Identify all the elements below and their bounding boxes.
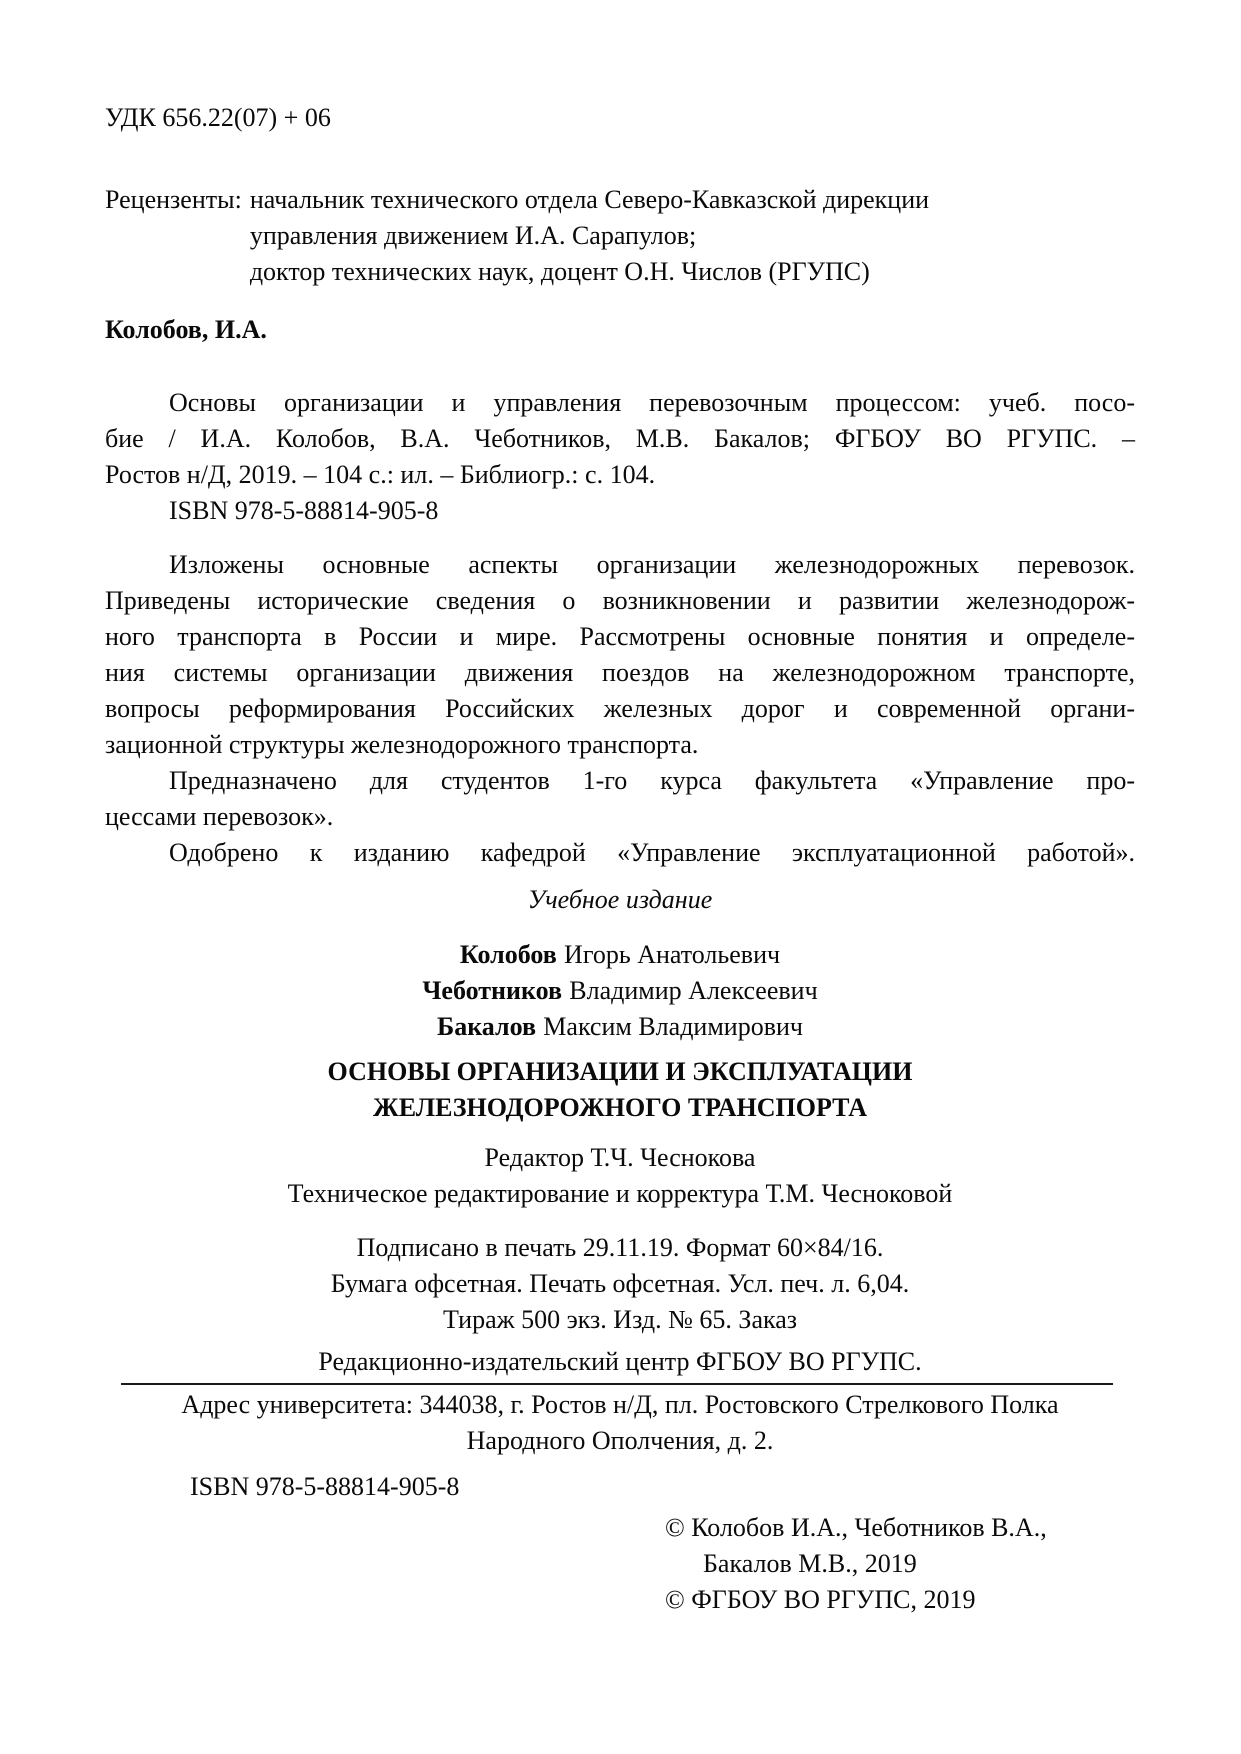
tech-editor-line: Техническое редактирование и корректура Т.М. Чесноковой	[287, 1179, 953, 1208]
annotation-line: ного транспорта в России и мире. Рассмотрены основные понятия и определе-	[105, 622, 1135, 651]
copyright-block	[665, 1510, 1135, 1618]
publisher-line: Редакционно-издательский центр ФГБОУ ВО РГУПС.	[318, 1347, 922, 1376]
annotation-line: Изложены основные аспекты организации железнодорожных перевозок.	[169, 550, 1135, 579]
print-info-line: Подписано в печать 29.11.19. Формат 60×84/16.	[356, 1233, 884, 1262]
annotation-line: Приведены исторические сведения о возникновении и развитии железнодорож-	[105, 586, 1135, 615]
author-heading: Колобов, И.А.	[105, 315, 267, 344]
copyright-line: Бакалов М.В., 2019	[703, 1549, 917, 1578]
isbn-top: ISBN 978-5-88814-905-8	[169, 496, 439, 525]
address-line: Народного Ополчения, д. 2.	[466, 1426, 774, 1455]
print-info-line: Бумага офсетная. Печать офсетная. Усл. печ. л. 6,04.	[330, 1269, 910, 1298]
publisher-block	[105, 1344, 1135, 1459]
author-surname: Чеботников	[422, 976, 563, 1005]
annotation-line: Предназначено для студентов 1-го курса факультета «Управление про-	[169, 766, 1135, 795]
author-surname: Колобов	[459, 940, 557, 969]
copyright-line: © ФГБОУ ВО РГУПС, 2019	[665, 1585, 976, 1614]
author-full-name	[105, 973, 1135, 1009]
annotation-line: ния системы организации движения поездов на железнодорожном транспорте,	[105, 658, 1135, 687]
reviewers-block	[105, 182, 1135, 290]
divider-rule	[121, 1383, 1113, 1385]
biblio-line: бие / И.А. Колобов, В.А. Чеботников, М.В. Бакалов; ФГБОУ ВО РГУПС. –	[105, 424, 1135, 453]
university-address	[105, 1387, 1135, 1459]
annotation-line: цессами перевозок».	[105, 802, 334, 831]
annotation-line: вопросы реформирования Российских железных дорог и современной органи-	[105, 694, 1135, 723]
book-title-line: ЖЕЛЕЗНОДОРОЖНОГО ТРАНСПОРТА	[373, 1093, 867, 1122]
author-surname: Бакалов	[437, 1012, 537, 1041]
editor-line: Редактор Т.Ч. Чеснокова	[484, 1143, 756, 1172]
address-line: Адрес университета: 344038, г. Ростов н/Д, пл. Ростовского Стрелкового Полка	[181, 1390, 1059, 1419]
biblio-line: Основы организации и управления перевозочным процессом: учеб. посо-	[169, 388, 1135, 417]
print-info-line: Тираж 500 экз. Изд. № 65. Заказ	[442, 1305, 798, 1334]
author-given-names: Владимир Алексеевич	[569, 976, 818, 1005]
author-full-name	[105, 1009, 1135, 1045]
print-info-block	[105, 1230, 1135, 1338]
authors-block	[105, 937, 1135, 1045]
reviewer-line: управления движением И.А. Сарапулов;	[249, 221, 697, 250]
copyright-line: © Колобов И.А., Чеботников В.А.,	[665, 1513, 1047, 1542]
author-given-names: Игорь Анатольевич	[564, 940, 781, 969]
annotation-line: зационной структуры железнодорожного транспорта.	[105, 730, 699, 759]
book-title-line: ОСНОВЫ ОРГАНИЗАЦИИ И ЭКСПЛУАТАЦИИ	[327, 1057, 913, 1086]
reviewer-line: начальник технического отдела Северо-Кавказской дирекции	[249, 185, 930, 214]
book-title	[105, 1054, 1135, 1126]
reviewers-label: Рецензенты:	[105, 185, 242, 214]
annotation-line: Одобрено к изданию кафедрой «Управление эксплуатационной работой».	[169, 838, 1135, 867]
isbn-bottom: ISBN 978-5-88814-905-8	[190, 1472, 460, 1501]
annotation-block	[105, 547, 1135, 871]
author-full-name	[105, 937, 1135, 973]
editors-block	[105, 1140, 1135, 1212]
bibliographic-entry	[105, 385, 1135, 529]
edition-type-label: Учебное издание	[527, 885, 713, 914]
reviewers-list	[250, 182, 1135, 290]
biblio-line: Ростов н/Д, 2019. – 104 с.: ил. – Библиогр.: с. 104.	[105, 460, 656, 489]
udc-code: УДК 656.22(07) + 06	[105, 103, 331, 132]
reviewer-line: доктор технических наук, доцент О.Н. Числов (РГУПС)	[249, 257, 870, 286]
author-given-names: Максим Владимирович	[543, 1012, 803, 1041]
